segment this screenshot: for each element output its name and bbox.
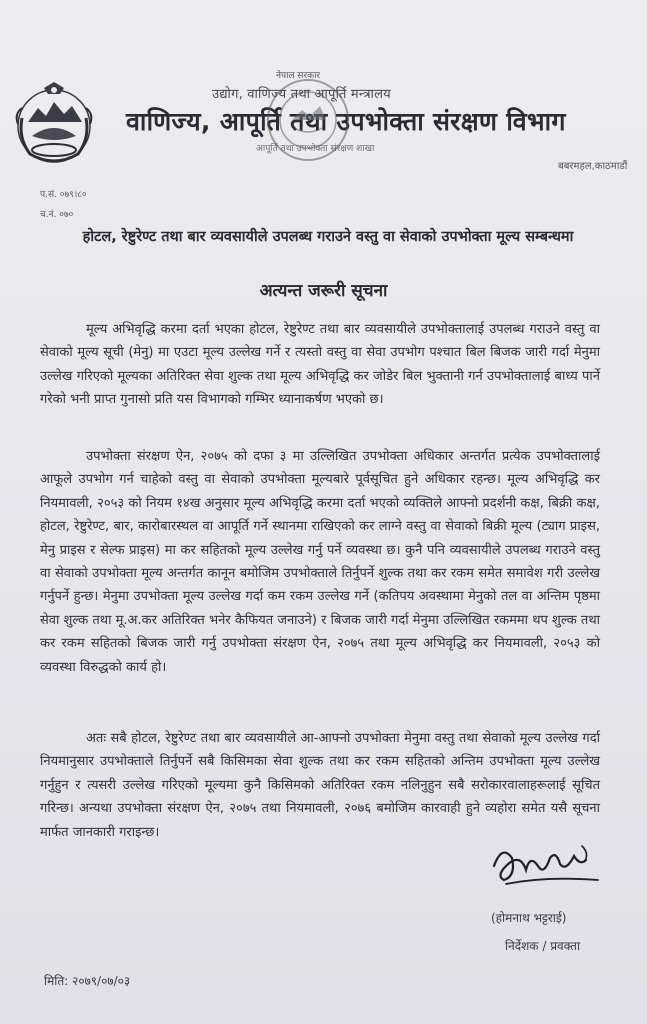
nepal-government-emblem-icon	[8, 78, 100, 166]
notice-subject: होटल, रेष्टुरेण्ट तथा बार व्यवसायीले उपलब्ध गराउने वस्तु वा सेवाको उपभोक्ता मूल्य सम्बन्धमा	[82, 229, 574, 245]
government-label: नेपाल सरकार	[276, 71, 321, 81]
office-stamp-icon	[262, 74, 354, 166]
department-name: वाणिज्य, आपूर्ति तथा उपभोक्ता संरक्षण विभाग	[126, 107, 566, 136]
ministry-name: उद्योग, वाणिज्य तथा आपूर्ति मन्त्रालय	[212, 87, 391, 102]
body-paragraph-2: उपभोक्ता संरक्षण ऐन, २०७५ को दफा ३ मा उल्लिखित उपभोक्ता अधिकार अन्तर्गत प्रत्येक उपभोक्तालाई आफूले उपभोग गर्न चाहेको वस्तु वा सेवाको उपभोक्ता मूल्यबारे पूर्वसूचित हुने अधिकार रहन्छ। मूल्य अभिवृद्धि कर नियमावली, २०५३ को नियम १४ख अनुसार मूल्य अभिवृद्धि करमा दर्ता भएको व्यक्तिले आफ्नो प्रदर्शनी कक्ष, बिक्री कक्ष, होटल, रेष्टुरेण्ट, बार, कारोबारस्थल वा आपूर्ति गर्ने स्थानमा राखिएको कर लाग्ने वस्तु वा सेवाको बिक्री मूल्य (ट्याग प्राइस, मेनु प्राइस र सेल्फ प्राइस) मा कर सहितको मूल्य उल्लेख गर्नु पर्ने व्यवस्था छ। कुनै पनि व्यवसायीले उपलब्ध गराउने वस्तु वा सेवाको उपभोक्ता मूल्य अन्तर्गत कानून बमोजिम उपभोक्ताले तिर्नुपर्ने शुल्क तथा कर रकम समेत समावेश गरी उल्लेख गर्नुपर्ने हुन्छ। मेनुमा उपभोक्ता मूल्य उल्लेख गर्दा कम रकम उल्लेख गर्ने (कतिपय अवस्थामा मेनुको तल वा अन्तिम पृष्ठमा सेवा शुल्क तथा मू.अ.कर अतिरिक्त भनेर कैफियत जनाउने) र बिजक जारी गर्दा मेनुमा उल्लिखित रकममा थप शुल्क तथा कर रकम सहितको बिजक जारी गर्नु उपभोक्ता संरक्षण ऐन, २०७५ तथा मूल्य अभिवृद्धि कर नियमावली, २०५३ को व्यवस्था विरुद्धको कार्य हो।	[40, 449, 600, 675]
office-location: बबरमहल,काठमाडौं	[558, 161, 628, 172]
signatory-name: (होमनाथ भट्टराई)	[491, 911, 567, 925]
body-paragraph-1: मूल्य अभिवृद्धि करमा दर्ता भएका होटल, रेष्टुरेण्ट तथा बार व्यवसायीले उपभोक्तालाई उपलब्ध गराउने वस्तु वा सेवाको मूल्य सूची (मेनु) मा एउटा मूल्य उल्लेख गर्ने र त्यस्तो वस्तु वा सेवा उपभोग पश्चात बिल बिजक जारी गर्दा मेनुमा उल्लेख गरिएको मूल्यका अतिरिक्त सेवा शुल्क तथा मूल्य अभिवृद्धि कर जोडेर बिल भुक्तानी गर्न उपभोक्तालाई बाध्य पार्ने गरेको भनी प्राप्त गुनासो प्रति यस विभागको गम्भिर ध्यानाकर्षण भएको छ।	[40, 322, 600, 408]
notice-title: अत्यन्त जरूरी सूचना	[259, 281, 388, 301]
handwritten-signature-icon	[486, 836, 606, 898]
dispatch-number: च.नं. ०७०	[40, 210, 74, 220]
body-paragraph-3: अतः सबै होटल, रेष्टुरेण्ट तथा बार व्यवसायीले आ-आफ्नो उपभोक्ता मेनुमा वस्तु तथा सेवाको मूल्य उल्लेख गर्दा नियमानुसार उपभोक्ताले तिर्नुपर्ने सबै किसिमका सेवा शुल्क तथा कर रकम सहितको अन्तिम उपभोक्ता मूल्य उल्लेख गर्नुहुन र त्यसरी उल्लेख गरिएको मूल्यमा कुनै किसिमको अतिरिक्त रकम नलिनुहुन सबै सरोकारवालाहरूलाई सूचित गरिन्छ। अन्यथा उपभोक्ता संरक्षण ऐन, २०७५ तथा नियमावली, २०७६ बमोजिम कारवाही हुने व्यहोरा समेत यसै सूचना मार्फत जानकारी गराइन्छ।	[40, 731, 600, 840]
section-name: आपूर्ति तथा उपभोक्ता संरक्षण शाखा	[256, 144, 375, 154]
issue-date: मिति: २०७९/०७/०३	[44, 974, 131, 988]
letter-number: प.सं. ०७९।८०	[40, 190, 87, 200]
signatory-title: निर्देशक / प्रवक्ता	[505, 939, 581, 953]
